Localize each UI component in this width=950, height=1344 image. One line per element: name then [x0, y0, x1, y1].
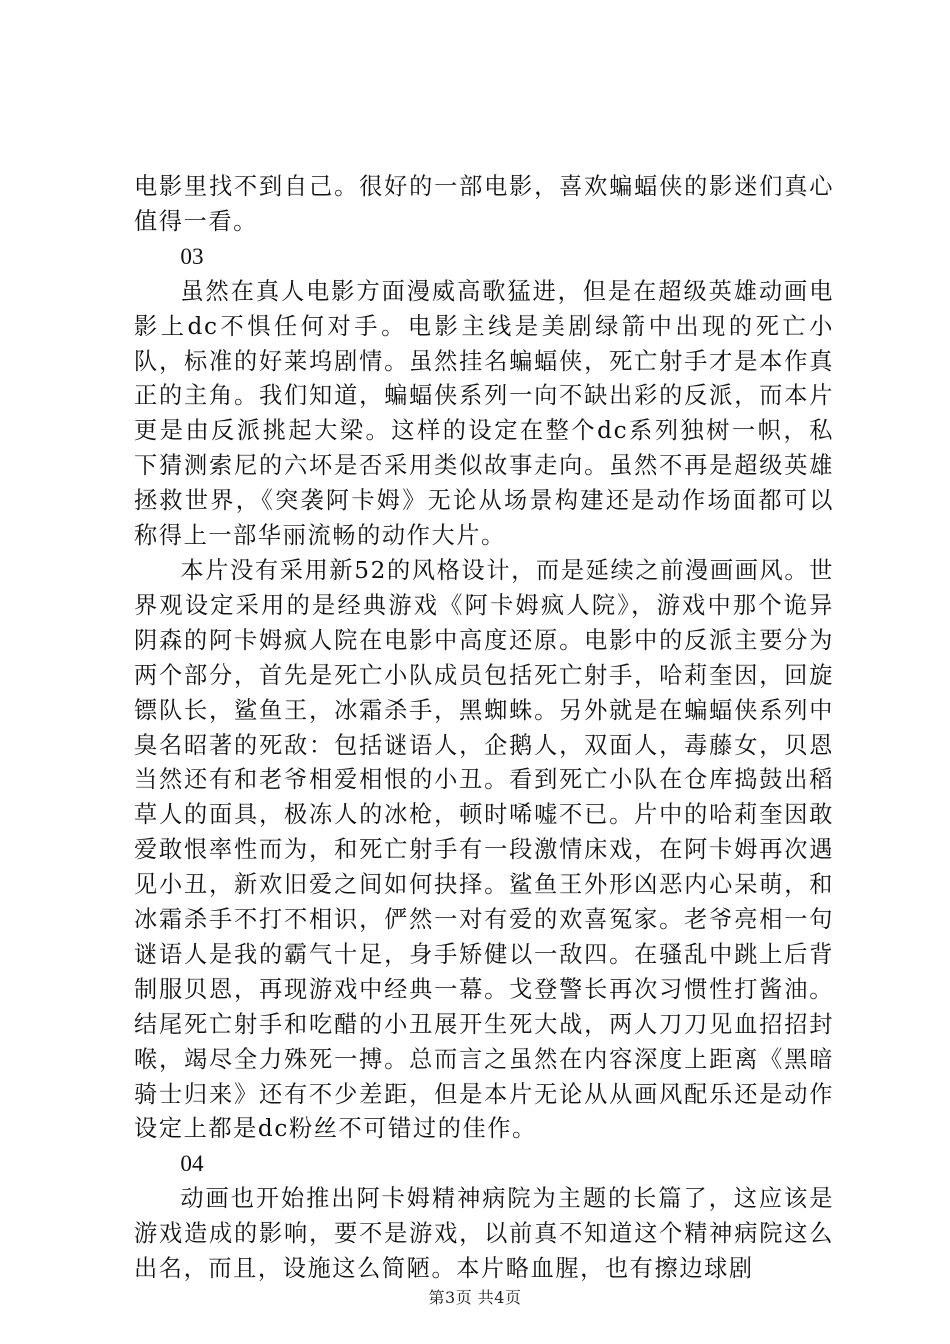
page-footer [0, 1288, 950, 1308]
page-number-label: 第3页 共4页 [428, 1288, 522, 1307]
section-number-03: 03 [180, 243, 204, 270]
section-number-04: 04 [180, 1151, 204, 1178]
paragraph-continued: 电影里找不到自己。很好的一部电影，喜欢蝙蝠侠的影迷们真心值得一看。 [134, 173, 834, 235]
paragraph-review-03-continued: 本片没有采用新52的风格设计，而是延续之前漫画画风。世界观设定采用的是经典游戏《阿卡姆疯人院》，游戏中那个诡异阴森的阿卡姆疯人院在电影中高度还原。电影中的反派主要分为两个部分，首先是死亡小队成员包括死亡射手，哈莉奎因，回旋镖队长，鲨鱼王，冰霜杀手，黑蜘蛛。另外就是在蝙蝠侠系列中臭名昭著的死敌：包括谜语人，企鹅人，双面人，毒藤女，贝恩当然还有和老爷相爱相恨的小丑。看到死亡小队在仓库捣鼓出稻草人的面具，极冻人的冰枪，顿时唏嘘不已。片中的哈莉奎因敢爱敢恨率性而为，和死亡射手有一段激情床戏，在阿卡姆再次遇见小丑，新欢旧爱之间如何抉择。鲨鱼王外形凶恶内心呆萌，和冰霜杀手不打不相识，俨然一对有爱的欢喜冤家。老爷亮相一句谜语人是我的霸气十足，身手矫健以一敌四。在骚乱中跳上后背制服贝恩，再现游戏中经典一幕。戈登警长再次习惯性打酱油。结尾死亡射手和吃醋的小丑展开生死大战，两人刀刀见血招招封喉，竭尽全力殊死一搏。总而言之虽然在内容深度上距离《黑暗骑士归来》还有不少差距，但是本片无论从从画风配乐还是动作设定上都是dc粉丝不可错过的佳作。 [134, 556, 834, 1143]
document-body [134, 170, 834, 1287]
paragraph-review-04: 动画也开始推出阿卡姆精神病院为主题的长篇了，这应该是游戏造成的影响，要不是游戏，以前真不知道这个精神病院这么出名，而且，设施这么简陋。本片略血腥，也有擦边球剧 [134, 1185, 834, 1283]
paragraph-review-03: 虽然在真人电影方面漫威高歌猛进，但是在超级英雄动画电影上dc不惧任何对手。电影主线是美剧绿箭中出现的死亡小队，标准的好莱坞剧情。虽然挂名蝙蝠侠，死亡射手才是本作真正的主角。我们知道，蝙蝠侠系列一向不缺出彩的反派，而本片更是由反派挑起大梁。这样的设定在整个dc系列独树一帜，私下猜测索尼的六坏是否采用类似故事走向。虽然不再是超级英雄拯救世界，《突袭阿卡姆》无论从场景构建还是动作场面都可以称得上一部华丽流畅的动作大片。 [134, 277, 834, 550]
